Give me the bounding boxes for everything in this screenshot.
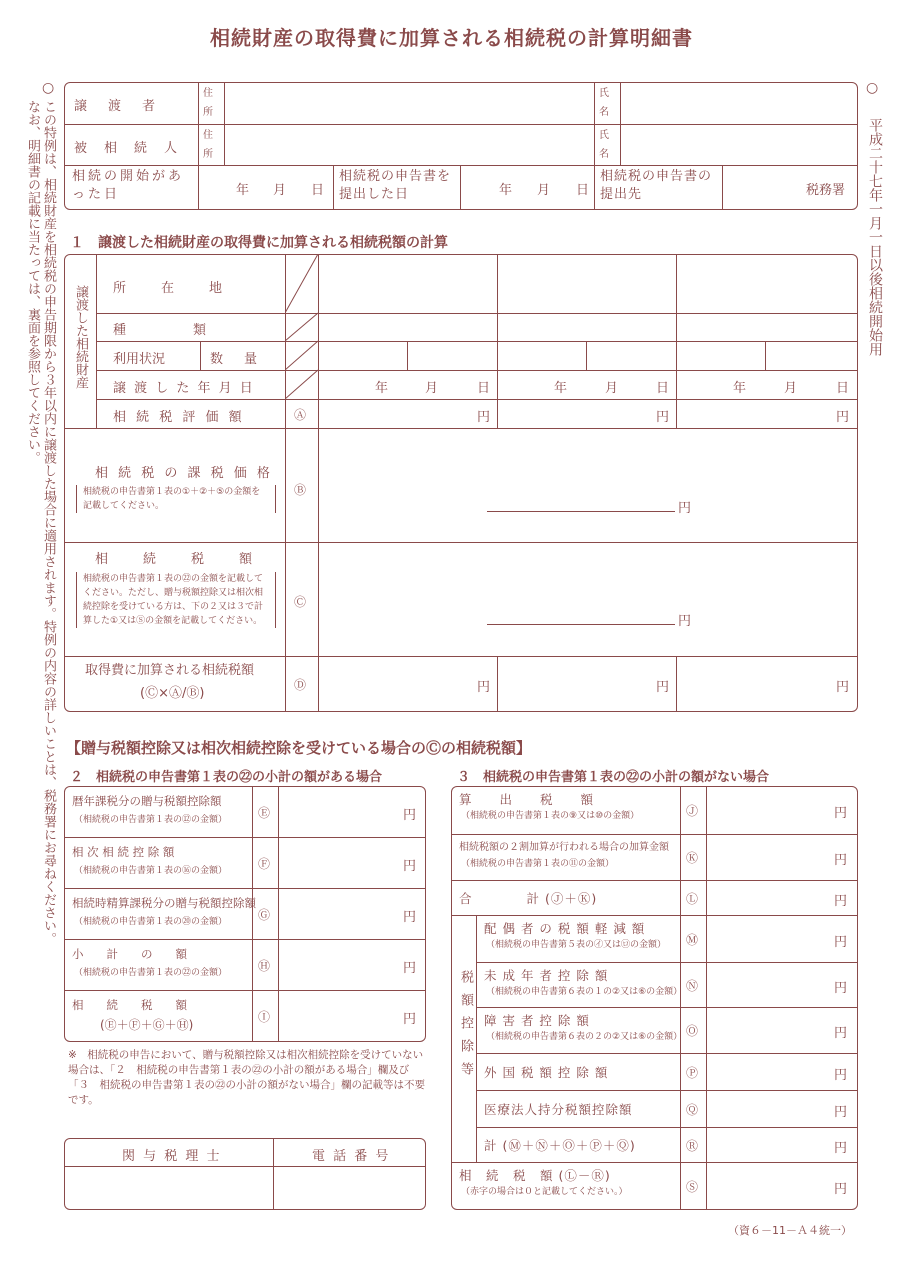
taxable-price-yen: 円 — [678, 501, 692, 516]
col1-valuation-yen: 円 — [477, 410, 491, 425]
section3-row-yen: 円 — [834, 1140, 848, 1156]
section1-vertical-label: 譲渡した相続財産 — [73, 285, 88, 389]
accountant-field[interactable] — [66, 1168, 271, 1208]
section2-row-mark: Ⓗ — [258, 959, 271, 973]
col3-added-yen: 円 — [836, 680, 850, 695]
section2-row-mark: Ⓔ — [258, 806, 271, 820]
start-date-label: 相続の開始があった日 — [72, 169, 185, 202]
section3-row-sub: （相続税の申告書第６表の２の②又は⑥の金額） — [486, 1032, 683, 1042]
section2-row-label: 暦年課税分の贈与税額控除額 — [72, 794, 222, 808]
kind-label: 種 類 — [113, 323, 210, 338]
section3-row-divider — [476, 962, 858, 963]
section2-row-label: 相 次 相 続 控 除 額 — [72, 845, 175, 859]
col3-day-unit: 日 — [836, 381, 850, 396]
filing-office-label: 相続税の申告書の提出先 — [600, 169, 713, 202]
mark-a: Ⓐ — [294, 408, 307, 422]
section3-row-label: 相続税額の２割加算が行われる場合の加算金額 — [459, 842, 669, 853]
filing-month-unit: 月 — [537, 183, 551, 198]
address-label-2: 住所 — [203, 130, 213, 160]
right-note: 平成二十七年一月一日以後相続開始用 — [867, 118, 883, 356]
section2-row-yen: 円 — [403, 859, 417, 874]
col2-day-unit: 日 — [656, 381, 670, 396]
section3-row-label: 相 続 税 額 (Ⓛ－Ⓡ) — [459, 1168, 611, 1183]
section3-row-divider — [451, 1162, 858, 1163]
left-note-sub: なお、明細書の記載に当たっては、裏面を参照してください。 — [25, 100, 40, 464]
section2-row-yen: 円 — [403, 808, 417, 823]
start-year-unit: 年 — [236, 183, 250, 198]
col2-valuation-yen: 円 — [656, 410, 670, 425]
decedent-label: 被 相 続 人 — [74, 141, 180, 156]
col1-month-unit: 月 — [425, 381, 439, 396]
phone-label: 電 話 番 号 — [312, 1149, 391, 1164]
section2-row-yen: 円 — [403, 1012, 417, 1027]
transferor-name-field[interactable] — [623, 86, 855, 120]
col2-year-unit: 年 — [554, 381, 568, 396]
start-month-unit: 月 — [273, 183, 287, 198]
section2-row-yen: 円 — [403, 961, 417, 976]
section3-row-yen: 円 — [834, 1182, 848, 1197]
mark-d: Ⓓ — [294, 678, 307, 692]
col1-year-unit: 年 — [375, 381, 389, 396]
valuation-label: 相 続 税 評 価 額 — [113, 410, 245, 425]
section3-row-label: 外 国 税 額 控 除 額 — [484, 1064, 609, 1080]
left-note-main: この特例は、相続財産を相続税の申告期限から３年以内に譲渡した場合に適用されます。特例の内容の詳しいことは、税務署にお尋ねください。 — [41, 100, 56, 945]
taxable-price-label: 相 続 税 の 課 税 価 格 — [95, 466, 273, 481]
col3-valuation-yen: 円 — [836, 410, 850, 425]
section3-row-sub: （相続税の申告書第６表の１の②又は⑥の金額） — [486, 987, 683, 997]
section3-vertical-label: 税額控除等 — [458, 970, 473, 1085]
section3-row-label: 合 計 (Ⓙ＋Ⓚ) — [459, 890, 598, 906]
col1-added-yen: 円 — [477, 680, 491, 695]
added-tax-label: 取得費に加算される相続税額 — [85, 663, 255, 678]
section2-note: ※ 相続税の申告において、贈与税額控除又は相次相続控除を受けていない場合は、「２ 相続税の申告書第１表の㉒の小計の額がある場合」欄及び「３ 相続税の申告書第１表の㉒の小計の額がない場合」欄の記載等は不要です。 — [68, 1049, 425, 1106]
transfer-date-label: 譲 渡 し た 年 月 日 — [113, 381, 255, 396]
form-title: 相続財産の取得費に加算される相続税の計算明細書 — [210, 26, 693, 50]
bracket-title: 【贈与税額控除又は相次相続控除を受けている場合のⒸの相続税額】 — [66, 739, 532, 757]
section1-title: １ 譲渡した相続財産の取得費に加算される相続税額の計算 — [70, 235, 448, 251]
col3-year-unit: 年 — [733, 381, 747, 396]
section3-row-label: 障 害 者 控 除 額 — [484, 1013, 590, 1028]
section2-title: ２ 相続税の申告書第１表の㉒の小計の額がある場合 — [70, 770, 383, 785]
section2-row-yen: 円 — [403, 910, 417, 925]
filing-year-unit: 年 — [499, 183, 513, 198]
section3-row-sub: （相続税の申告書第５表の㋑又は㋺の金額） — [486, 940, 667, 950]
section3-row-label: 計 (Ⓜ＋Ⓝ＋Ⓞ＋Ⓟ＋Ⓠ) — [484, 1137, 636, 1153]
section3-row-sub: （相続税の申告書第１表の⑪の金額） — [461, 859, 615, 869]
quantity-label: 数 量 — [210, 352, 262, 367]
section3-row-mark: Ⓢ — [686, 1180, 699, 1194]
tax-amount-note: 相続税の申告書第１表の㉒の金額を記載してください。ただし、贈与税額控除又は相次相続控除を受けている方は、下の２又は３で計算した①又はⓈの金額を記載してください。 — [76, 572, 276, 628]
right-circle-mark: ○ — [866, 80, 879, 96]
phone-field[interactable] — [276, 1168, 424, 1208]
section3-row-mark: Ⓚ — [686, 851, 699, 865]
taxable-note: 相続税の申告書第１表の①＋②＋⑤の金額を記載してください。 — [76, 485, 276, 513]
filing-day-unit: 日 — [576, 183, 590, 198]
section3-row-mark: Ⓡ — [686, 1138, 699, 1153]
tax-office-unit: 税務署 — [806, 183, 846, 198]
section3-row-yen: 円 — [834, 1067, 848, 1083]
formula-d: (Ⓒ×Ⓐ/Ⓑ) — [140, 686, 205, 701]
section3-row-mark: Ⓞ — [686, 1024, 699, 1038]
col3-month-unit: 月 — [784, 381, 798, 396]
section2-row-label: 小 計 の 額 — [72, 947, 187, 961]
section3-row-divider — [451, 915, 858, 916]
decedent-name-field[interactable] — [623, 127, 855, 161]
section3-row-sub: （相続税の申告書第１表の⑨又は⑩の金額） — [461, 811, 640, 821]
start-day-unit: 日 — [311, 183, 325, 198]
section3-row-yen: 円 — [834, 980, 848, 996]
section3-row-yen: 円 — [834, 1104, 848, 1120]
section3-row-mark: Ⓠ — [686, 1102, 699, 1117]
section3-row-label: 医療法人持分税額控除額 — [484, 1101, 633, 1117]
filing-date-label: 相続税の申告書を提出した日 — [339, 169, 452, 202]
section3-row-mark: Ⓟ — [686, 1065, 699, 1080]
section3-row-yen: 円 — [834, 934, 848, 950]
section3-row-divider — [476, 1007, 858, 1008]
name-label-1: 氏名 — [599, 88, 609, 118]
section3-row-mark: Ⓜ — [686, 932, 699, 947]
location-label: 所 在 地 — [113, 281, 226, 296]
section2-row-mark: Ⓘ — [258, 1010, 271, 1024]
tax-amount-yen: 円 — [678, 614, 692, 629]
section3-row-divider — [476, 1127, 858, 1128]
left-circle-mark: ○ — [42, 80, 55, 96]
section2-row-sub: （相続税の申告書第１表の⑳の金額） — [74, 917, 228, 927]
diagonal-strokes — [285, 254, 319, 400]
section3-row-yen: 円 — [834, 853, 848, 868]
section2-row-sub: （相続税の申告書第１表の㉒の金額） — [74, 968, 228, 978]
section3-row-mark: Ⓙ — [686, 804, 699, 818]
section3-row-yen: 円 — [834, 893, 848, 909]
accountant-label: 関 与 税 理 士 — [122, 1149, 222, 1164]
section2-row-label: 相 続 税 額 — [72, 998, 187, 1012]
section3-row-divider — [451, 880, 858, 881]
mark-c: Ⓒ — [294, 595, 307, 609]
section3-row-label: 算 出 税 額 — [459, 792, 595, 807]
section2-row-sub: (Ⓔ＋Ⓕ＋Ⓖ＋Ⓗ) — [100, 1018, 194, 1032]
section2-row-sub: （相続税の申告書第１表の⑯の金額） — [74, 866, 228, 876]
section3-row-yen: 円 — [834, 806, 848, 821]
section3-title: ３ 相続税の申告書第１表の㉒の小計の額がない場合 — [457, 770, 770, 785]
transferor-label: 譲 渡 者 — [74, 99, 160, 114]
section2-row-mark: Ⓖ — [258, 908, 271, 922]
form-code: （資６－11－Ａ４統一） — [728, 1224, 852, 1237]
section3-row-divider — [451, 834, 858, 835]
name-label-2: 氏名 — [599, 130, 609, 160]
transferor-address-field[interactable] — [227, 86, 591, 120]
section2-row-sub: （相続税の申告書第１表の⑫の金額） — [74, 815, 228, 825]
section3-row-divider — [476, 1053, 858, 1054]
section3-row-yen: 円 — [834, 1026, 848, 1041]
section3-row-label: 配 偶 者 の 税 額 軽 減 額 — [484, 921, 646, 936]
section3-row-sub: （赤字の場合は０と記載してください。） — [461, 1187, 628, 1197]
col1-day-unit: 日 — [477, 381, 491, 396]
address-label-1: 住所 — [203, 88, 213, 118]
decedent-address-field[interactable] — [227, 127, 591, 161]
section3-row-mark: Ⓛ — [686, 891, 699, 906]
usage-label: 利用状況 — [113, 352, 166, 367]
col2-added-yen: 円 — [656, 680, 670, 695]
mark-b: Ⓑ — [294, 483, 307, 497]
col2-month-unit: 月 — [605, 381, 619, 396]
section2-row-label: 相続時精算課税分の贈与税額控除額 — [72, 896, 256, 910]
section3-row-label: 未 成 年 者 控 除 額 — [484, 968, 609, 983]
section3-row-divider — [476, 1090, 858, 1091]
section2-row-mark: Ⓕ — [258, 857, 271, 871]
tax-amount-label: 相 続 税 額 — [95, 552, 256, 567]
section3-row-mark: Ⓝ — [686, 978, 699, 993]
